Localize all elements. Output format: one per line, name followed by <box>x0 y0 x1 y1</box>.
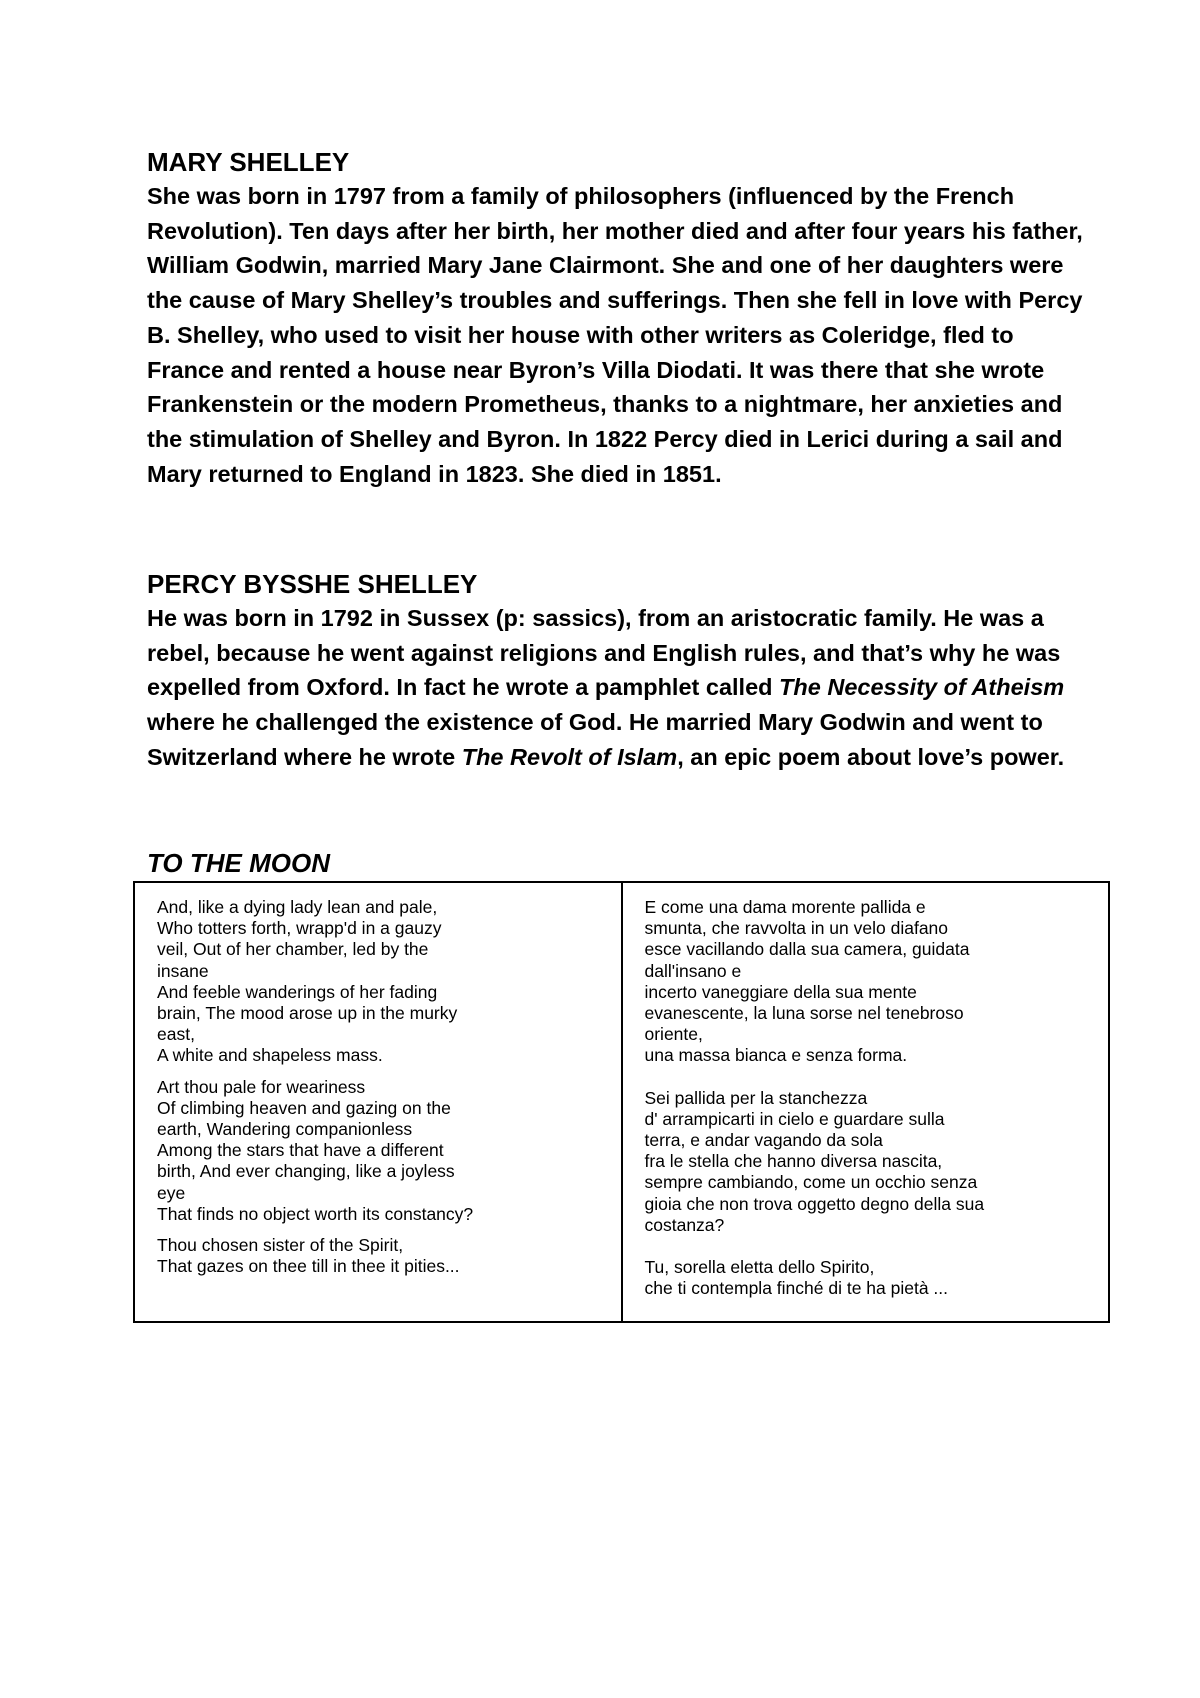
poem-title-revolt: The Revolt of Islam <box>461 743 678 770</box>
percy-bio-text-3: , an epic poem about love’s power. <box>677 743 1065 770</box>
italian-stanza: Tu, sorella eletta dello Spirito, che ti contempla finché di te ha pietà ... <box>644 1257 949 1299</box>
percy-shelley-section <box>147 567 1087 775</box>
percy-shelley-biography <box>147 601 1087 775</box>
poem-title: TO THE MOON <box>147 848 330 878</box>
percy-bio-text-2: where he challenged the existence of God. He married Mary Godwin and went to Switzerland where he wrote <box>147 709 1043 770</box>
italian-stanza: E come una dama morente pallida e smunta, che ravvolta in un velo diafano esce vacillando dalla sua camera, guidata dall'insano e incerto vaneggiare della sua mente evanescente, la luna sorse nel tenebroso oriente, una massa bianca e senza forma. <box>644 897 970 1066</box>
italian-stanza: Sei pallida per la stanchezza d' arrampicarti in cielo e guardare sulla terra, e andar vagando da sola fra le stella che hanno diversa nascita, sempre cambiando, come un occhio senza gioia che non trova oggetto degno della sua costanza? <box>644 1087 985 1235</box>
mary-shelley-section <box>147 145 1087 491</box>
english-stanza: And, like a dying lady lean and pale, Who totters forth, wrapp'd in a gauzy veil, Out of her chamber, led by the insane And feeble wanderings of her fading brain, The mood arose up in the murky east, A white and shapeless mass. <box>157 897 458 1066</box>
english-stanza: Art thou pale for weariness Of climbing heaven and gazing on the earth, Wandering companionless Among the stars that have a different birth, And ever changing, like a joyless eye That finds no object worth its constancy? <box>157 1076 474 1224</box>
italian-column <box>623 883 1109 1321</box>
english-column <box>135 883 623 1321</box>
mary-shelley-biography: She was born in 1797 from a family of philosophers (influenced by the French Revolution). Ten days after her birth, her mother died and after four years his father, William Godwin, married Mary Jane Clairmont. She and one of her daughters were the cause of Mary Shelley’s troubles and sufferings. Then she fell in love with Percy B. Shelley, who used to visit her house with other writers as Coleridge, fled to France and rented a house near Byron’s Villa Diodati. It was there that she wrote Frankenstein or the modern Prometheus, thanks to a nightmare, her anxieties and the stimulation of Shelley and Byron. In 1822 Percy died in Lerici during a sail and Mary returned to England in 1823. She died in 1851. <box>147 183 1083 487</box>
poem-table <box>133 881 1110 1323</box>
english-stanza: Thou chosen sister of the Spirit, That gazes on thee till in thee it pities... <box>157 1235 460 1277</box>
percy-bio-text-1: He was born in 1792 in Sussex (p: sassics), from an aristocratic family. He was a rebel, because he went against religions and English rules, and that’s why he was expelled from Oxford. In fact he wrote a pamphlet called <box>147 605 1061 701</box>
percy-shelley-heading: PERCY BYSSHE SHELLEY <box>147 569 478 599</box>
pamphlet-title: The Necessity of Atheism <box>779 674 1065 701</box>
mary-shelley-heading: MARY SHELLEY <box>147 147 350 177</box>
